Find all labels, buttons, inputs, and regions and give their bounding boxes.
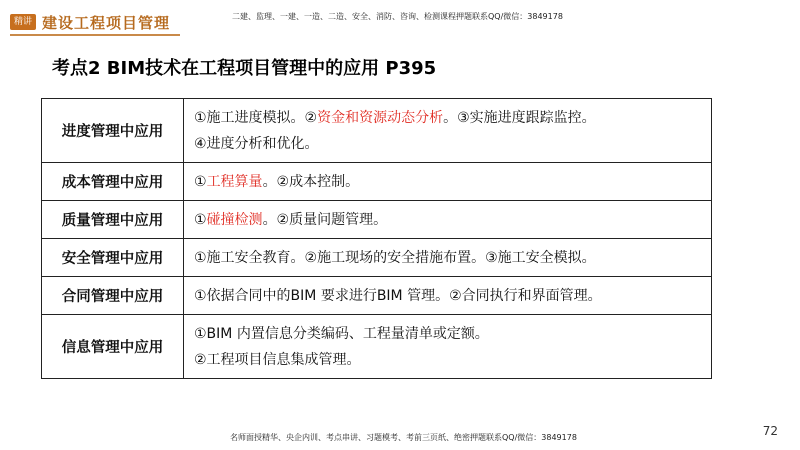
page-title: 考点2 BIM技术在工程项目管理中的应用 P395 bbox=[52, 58, 437, 79]
content-line bbox=[194, 169, 711, 195]
footer-note: 名师面授精华、央企内训、考点串讲、习题模考、考前三页纸、绝密押题联系QQ/微信：3849178 bbox=[230, 433, 577, 442]
table-row bbox=[42, 163, 712, 201]
row-category: 信息管理中应用 bbox=[42, 315, 184, 379]
row-category: 合同管理中应用 bbox=[42, 277, 184, 315]
header-bar bbox=[0, 0, 800, 40]
content-text: ②工程项目信息集成管理。 bbox=[194, 351, 361, 368]
row-content bbox=[184, 315, 712, 379]
row-category: 成本管理中应用 bbox=[42, 163, 184, 201]
highlighted-text: 碰撞检测 bbox=[206, 211, 263, 228]
content-line bbox=[194, 347, 711, 373]
row-category: 安全管理中应用 bbox=[42, 239, 184, 277]
row-content bbox=[184, 239, 712, 277]
row-category: 质量管理中应用 bbox=[42, 201, 184, 239]
row-content bbox=[184, 201, 712, 239]
table-row bbox=[42, 239, 712, 277]
table-row bbox=[42, 315, 712, 379]
header-note: 二建、监理、一建、一造、二造、安全、消防、咨询、检测课程押题联系QQ/微信：3849178 bbox=[232, 12, 563, 21]
content-text: ①依据合同中的BIM 要求进行BIM 管理。②合同执行和界面管理。 bbox=[194, 287, 602, 304]
highlighted-text: 工程算量 bbox=[206, 173, 263, 190]
content-text: ①BIM 内置信息分类编码、工程量清单或定额。 bbox=[194, 325, 489, 342]
content-text: ① bbox=[194, 173, 207, 190]
content-line bbox=[194, 283, 711, 309]
brand-badge: 精讲 bbox=[10, 14, 36, 30]
page-number: 72 bbox=[762, 424, 778, 438]
brand bbox=[10, 9, 170, 35]
row-content bbox=[184, 163, 712, 201]
content-text: 。②质量问题管理。 bbox=[262, 211, 388, 228]
table-row bbox=[42, 201, 712, 239]
content-text: ① bbox=[194, 211, 207, 228]
content-text: ①施工安全教育。②施工现场的安全措施布置。③施工安全模拟。 bbox=[194, 249, 596, 266]
content-line bbox=[194, 131, 711, 157]
table-row bbox=[42, 277, 712, 315]
row-category: 进度管理中应用 bbox=[42, 99, 184, 163]
content-line bbox=[194, 105, 711, 131]
content-text: 。③实施进度跟踪监控。 bbox=[443, 109, 596, 126]
content-text: ④进度分析和优化。 bbox=[194, 135, 319, 152]
content-line bbox=[194, 321, 711, 347]
brand-title: 建设工程项目管理 bbox=[42, 13, 171, 32]
table-row bbox=[42, 99, 712, 163]
row-content bbox=[184, 99, 712, 163]
highlighted-text: 资金和资源动态分析 bbox=[317, 109, 444, 126]
content-text: ①施工进度模拟。② bbox=[194, 109, 318, 126]
row-content bbox=[184, 277, 712, 315]
content-table bbox=[41, 98, 712, 379]
content-line bbox=[194, 207, 711, 233]
content-line bbox=[194, 245, 711, 271]
content-text: 。②成本控制。 bbox=[262, 173, 360, 190]
brand-underline bbox=[10, 34, 180, 36]
